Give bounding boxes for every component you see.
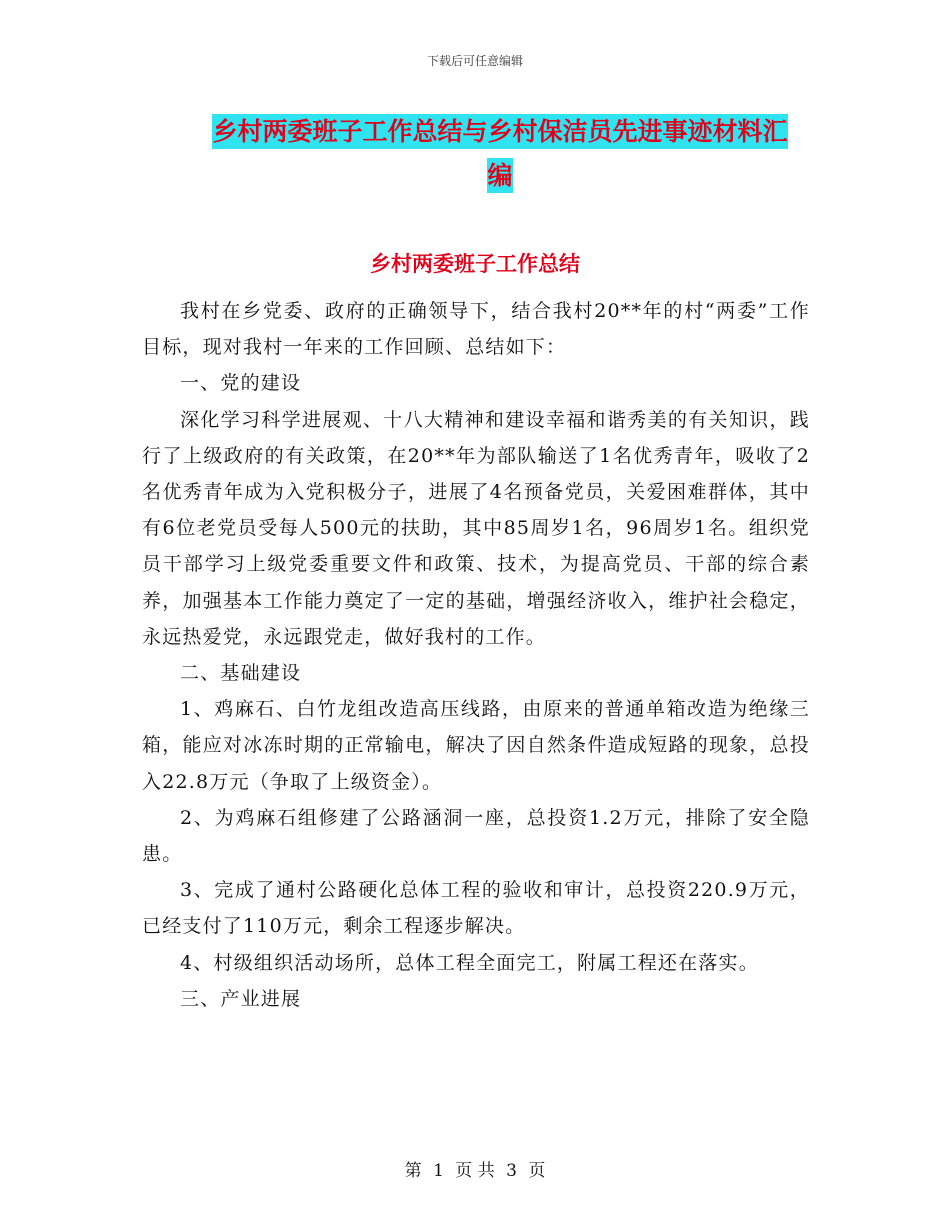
document-title-line2: 编 [487,158,512,193]
paragraph-infrastructure-1: 1、鸡麻石、白竹龙组改造高压线路，由原来的普通单箱改造为绝缘三箱，能应对冰冻时期的正常输电，解决了因自然条件造成短路的现象，总投入22.8万元（争取了上级资金）。 [142,698,810,793]
footer-prefix: 第 [404,1161,422,1181]
footer-page-number: 1 [433,1161,444,1181]
footer-middle: 页 共 [455,1161,495,1181]
document-title-line1: 乡村两委班子工作总结与乡村保洁员先进事迹材料汇 [212,114,787,149]
page-footer [0,1156,950,1181]
paragraph-intro: 我村在乡党委、政府的正确领导下，结合我村20**年的村“两委”工作目标，现对我村一年来的工作回顾、总结如下： [142,300,810,359]
heading-party-building: 一、党的建设 [180,372,302,395]
paragraph-infrastructure-2: 2、为鸡麻石组修建了公路涵洞一座，总投资1.2万元，排除了安全隐患。 [142,806,810,866]
footer-total-pages: 3 [506,1161,517,1181]
paragraph-infrastructure-4: 4、村级组织活动场所，总体工程全面完工，附属工程还在落实。 [180,951,759,974]
footer-suffix: 页 [528,1161,546,1181]
document-title [190,110,810,198]
paragraph-party-building: 深化学习科学进展观、十八大精神和建设幸福和谐秀美的有关知识，践行了上级政府的有关政策，在20**年为部队输送了1名优秀青年，吸收了2名优秀青年成为入党积极分子，进展了4名预备党员，关爱困难群体，其中有6位老党员受每人500元的扶助，其中85周岁1名，96周岁1名。组织党员干部学习上级党委重要文件和政策、技术，为提高党员、干部的综合素养，加强基本工作能力奠定了一定的基础，增强经济收入，维护社会稳定，永远热爱党，永远跟党走，做好我村的工作。 [142,408,810,648]
heading-industry: 三、产业进展 [180,987,302,1010]
section-title: 乡村两委班子工作总结 [370,251,580,276]
header-note: 下载后可任意编辑 [426,54,523,68]
paragraph-infrastructure-3: 3、完成了通村公路硬化总体工程的验收和审计，总投资220.9万元，已经支付了110万元，剩余工程逐步解决。 [142,879,810,938]
document-body [142,293,810,1017]
heading-infrastructure: 二、基础建设 [180,662,302,685]
